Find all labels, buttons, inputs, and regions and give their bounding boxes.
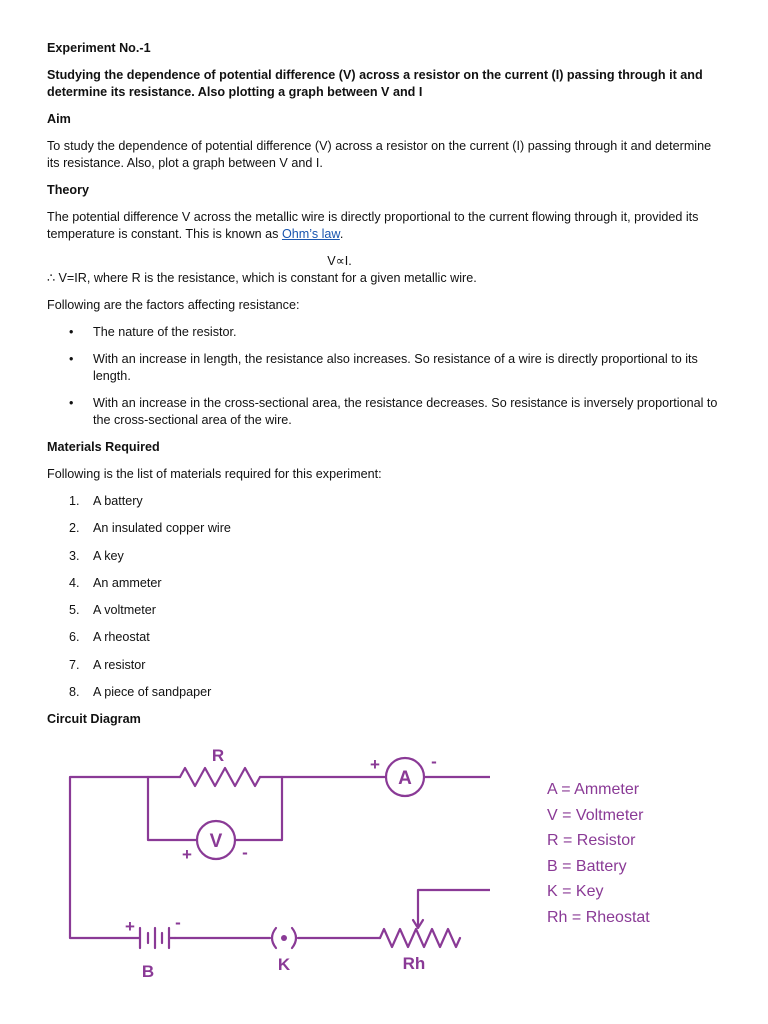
theory-text [47,209,727,243]
legend-item: R = Resistor [547,832,636,850]
wire-right-side [418,777,490,925]
list-item [47,548,727,565]
bullet-icon: • [69,352,74,366]
bullet-icon: • [69,325,74,339]
key-bracket-left [272,928,276,948]
list-item [47,575,727,592]
theory-text-start: The potential difference V across the metallic wire is directly proportional to the current flowing through it, provided its temperature is constant. This is known as [47,210,699,241]
ohms-law-link[interactable]: Ohm’s law [281,227,340,241]
legend-item: K = Key [547,883,604,901]
item-number: 4. [69,575,80,590]
ohms-law-formula: V∝I. [327,254,352,268]
legend-item: B = Battery [547,857,627,875]
list-item [47,520,727,537]
voltmeter-label: V [209,831,223,852]
materials-heading: Materials Required [47,440,160,454]
list-item [47,351,727,385]
rheostat-label: Rh [402,954,426,973]
voltmeter-minus: - [242,843,248,862]
factors-list [47,324,727,429]
materials-intro: Following is the list of materials required for this experiment: [47,467,382,481]
circuit-heading: Circuit Diagram [47,712,141,727]
item-text: A piece of sandpaper [93,685,212,700]
item-text: An insulated copper wire [93,521,231,536]
item-text: A key [93,548,124,563]
list-item [47,493,727,510]
item-number: 1. [69,494,80,508]
list-item [47,657,727,674]
item-number: 5. [69,603,80,618]
list-item [47,602,727,619]
ammeter-minus: - [431,752,437,771]
factor-text: With an increase in length, the resistance also increases. So resistance of a wire is directly proportional to its length. [93,352,698,383]
theory-text-end: . [339,227,344,241]
item-number: 8. [69,685,80,700]
aim-text: To study the dependence of potential difference (V) across a resistor on the current (I) passing through it and determine its resistance. Also, plot a graph between V and I. [47,139,712,170]
factor-text: With an increase in the cross-sectional area, the resistance decreases. So resistance is inversely proportional to the cross-sectional area of the wire. [93,396,718,427]
item-text: A battery [93,494,143,508]
battery-label: B [141,962,155,981]
list-item [47,684,727,701]
legend-item: V = Voltmeter [547,806,644,824]
therefore-statement: ∴ V=IR, where R is the resistance, which is constant for a given metallic wire. [47,271,477,285]
item-text: A rheostat [93,630,150,645]
item-number: 7. [69,657,80,672]
materials-list [47,493,727,701]
factors-intro: Following are the factors affecting resistance: [47,298,300,312]
list-item [47,395,727,429]
bullet-icon: • [69,396,74,410]
ammeter-label: A [398,768,412,789]
battery-minus: - [175,913,181,932]
aim-heading: Aim [47,112,71,126]
experiment-number: Experiment No.-1 [47,41,151,55]
rheostat-zigzag [380,929,460,947]
theory-heading: Theory [47,183,89,197]
legend-item: Rh = Rheostat [547,908,650,926]
wire-left-top [70,777,180,938]
item-number: 6. [69,630,80,645]
item-number: 3. [69,548,80,563]
document-page [47,40,727,728]
key-label: K [277,955,291,974]
resistor-zigzag [180,768,260,786]
circuit-diagram [50,745,490,985]
item-text: A resistor [93,657,146,672]
ammeter-plus: + [370,755,380,774]
factor-text: The nature of the resistor. [93,325,237,339]
experiment-title: Studying the dependence of potential difference (V) across a resistor on the current (I) passing through it and determine its resistance. Also plotting a graph between V and I [47,68,703,99]
item-text: An ammeter [93,575,162,590]
list-item [47,324,727,341]
key-plug-dot [281,935,287,941]
circuit-legend [547,780,650,934]
voltmeter-branch-right [236,777,282,840]
resistor-label: R [211,746,225,765]
legend-item: A = Ammeter [547,781,640,798]
key-bracket-right [292,928,296,948]
item-text: A voltmeter [93,603,156,618]
battery-plus: + [125,917,135,936]
list-item [47,629,727,646]
voltmeter-branch-left [148,777,196,840]
voltmeter-plus: + [182,845,192,864]
item-number: 2. [69,521,80,536]
